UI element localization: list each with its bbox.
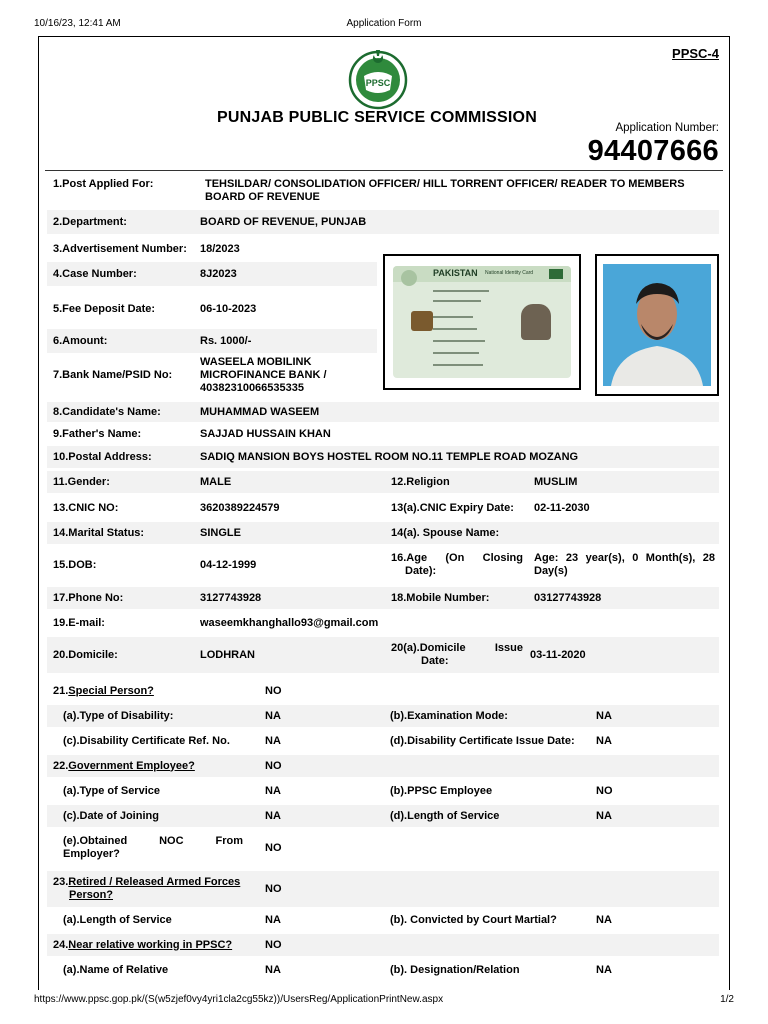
- field-post: 1.Post Applied For: TEHSILDAR/ CONSOLIDATION OFFICER/ HILL TORRENT OFFICER/ READER TO MEMBERS BOARD OF REVENUE: [47, 174, 719, 208]
- ppsc-logo-icon: [346, 46, 410, 110]
- application-number: 94407666: [587, 135, 719, 167]
- field-candidate-name: 8.Candidate's Name: MUHAMMAD WASEEM: [47, 402, 719, 422]
- post-value: TEHSILDAR/ CONSOLIDATION OFFICER/ HILL TORRENT OFFICER/ READER TO MEMBERS BOARD OF REVENUE: [205, 178, 685, 203]
- section-special-person: 21. Special Person? NO: [53, 684, 282, 697]
- flag-icon: [549, 269, 563, 279]
- field-case: 4.Case Number: 8J2023: [47, 262, 377, 286]
- special-row-1: (a).Type of Disability: NA (b).Examination Mode: NA: [47, 705, 719, 727]
- special-row-2: (c).Disability Certificate Ref. No. NA (d).Disability Certificate Issue Date: NA: [63, 734, 612, 747]
- field-marital: 14.Marital Status: SINGLE 14(a). Spouse Name:: [47, 522, 719, 544]
- application-number-label: Application Number:: [615, 122, 719, 134]
- govt-row-1: (a).Type of Service NA (b).PPSC Employee NO: [63, 784, 613, 797]
- field-phone-mobile: 17.Phone No: 3127743928 18.Mobile Number: 03127743928: [47, 587, 719, 609]
- form-code: PPSC-4: [672, 46, 719, 61]
- field-father-name: 9.Father's Name: SAJJAD HUSSAIN KHAN: [53, 427, 331, 440]
- field-email: 19.E-mail: waseemkhanghallo93@gmail.com: [53, 616, 379, 629]
- hologram-icon: [411, 311, 433, 331]
- relative-row-1: (a).Name of Relative NA (b). Designation/Relation NA: [63, 963, 612, 976]
- field-bank: 7.Bank Name/PSID No: WASEELA MOBILINK MICROFINANCE BANK / 40382310066535335: [53, 355, 327, 394]
- page-number: 1/2: [720, 994, 734, 1005]
- field-amount: 6.Amount: Rs. 1000/-: [47, 329, 377, 353]
- print-url: https://www.ppsc.gop.pk/(S(w5zjef0vy4yri1cla2cg55kz))/UsersReg/ApplicationPrintNew.aspx: [34, 994, 444, 1005]
- field-department: 2.Department: BOARD OF REVENUE, PUNJAB: [47, 210, 719, 234]
- print-footer: [34, 994, 734, 1008]
- govt-row-2: (c).Date of Joining NA (d).Length of Service NA: [47, 805, 719, 827]
- candidate-photo: [595, 254, 719, 396]
- commission-title: PUNJAB PUBLIC SERVICE COMMISSION: [217, 109, 537, 126]
- section-government-employee: 22. Government Employee? NO: [47, 755, 719, 777]
- crest-icon: [401, 270, 417, 286]
- armed-row-1: (a).Length of Service NA (b). Convicted by Court Martial? NA: [63, 913, 612, 926]
- cnic-card-image: PAKISTAN National Identity Card: [383, 254, 581, 390]
- header-divider: [45, 170, 723, 171]
- field-dob-age: 15.DOB: 04-12-1999 16.Age (On Closing Date): Age: 23 year(s), 0 Month(s), 28 Day(s): [53, 552, 715, 577]
- field-gender-religion: 11.Gender: MALE 12.Religion MUSLIM: [47, 471, 719, 493]
- print-header: [34, 18, 734, 32]
- field-domicile: 20.Domicile: LODHRAN 20(a).Domicile Issue Date: 03-11-2020: [47, 637, 719, 673]
- print-datetime: 10/16/23, 12:41 AM: [34, 18, 121, 29]
- section-armed-forces: 23.Retired / Released Armed Forces Person? NO: [47, 871, 719, 907]
- application-form: [38, 36, 730, 990]
- field-fee-date: 5.Fee Deposit Date: 06-10-2023: [53, 302, 257, 315]
- print-title: Application Form: [346, 18, 422, 29]
- field-advertisement: 3.Advertisement Number: 18/2023: [53, 242, 240, 255]
- field-cnic: 13.CNIC NO: 3620389224579 13(a).CNIC Expiry Date: 02-11-2030: [53, 501, 590, 514]
- section-near-relative: 24. Near relative working in PPSC? NO: [47, 934, 719, 956]
- logo-text: PPSC: [365, 78, 391, 88]
- field-postal-address: 10.Postal Address: SADIQ MANSION BOYS HOSTEL ROOM NO.11 TEMPLE ROAD MOZANG: [47, 446, 719, 468]
- govt-row-3: (e).Obtained NOC From Employer? NO: [63, 835, 282, 860]
- candidate-portrait-icon: [603, 264, 711, 386]
- card-portrait-icon: [521, 304, 551, 340]
